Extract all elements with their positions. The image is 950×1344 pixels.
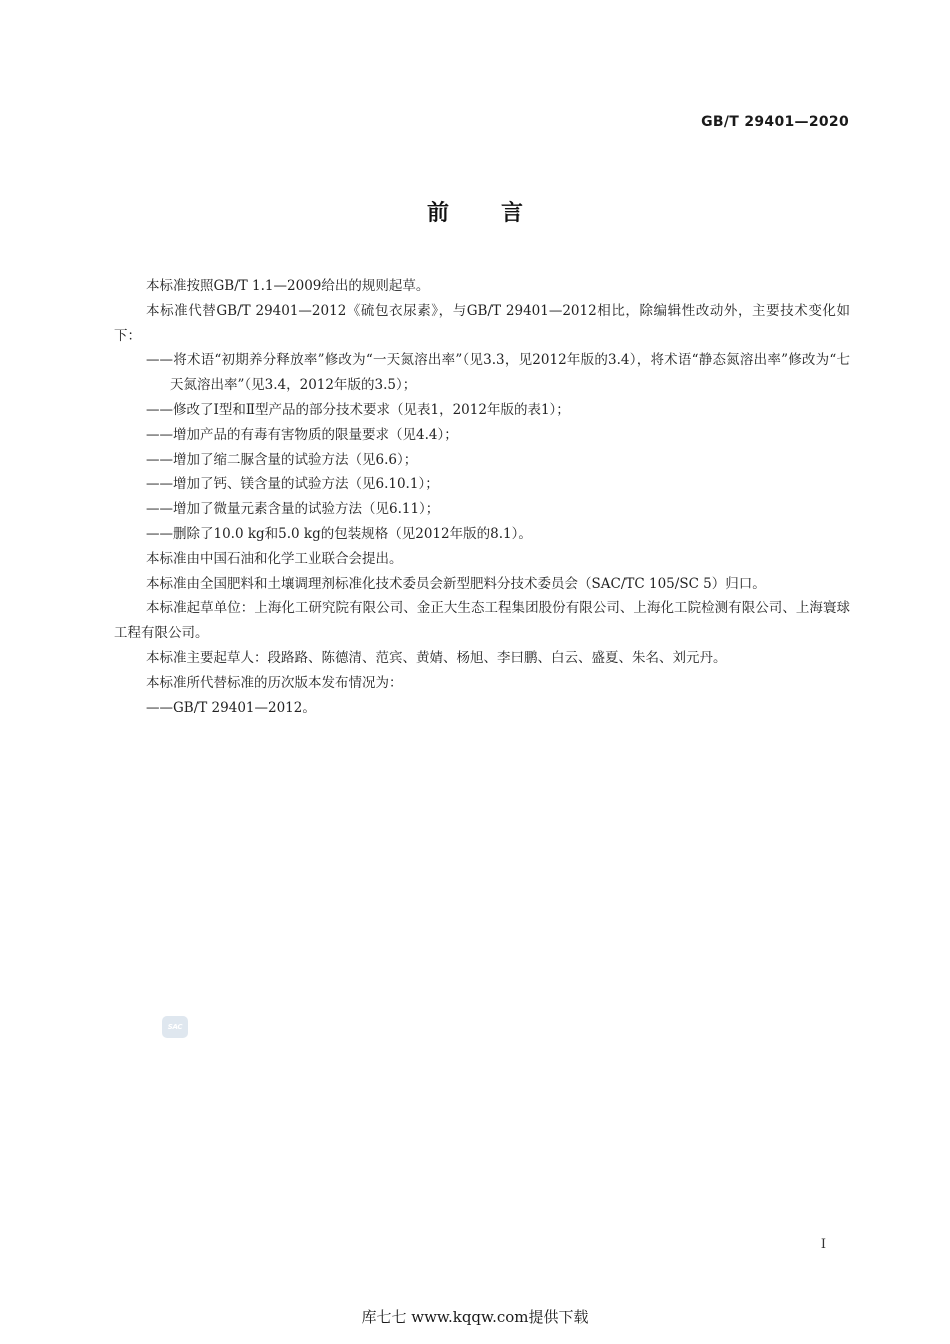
history-item: ——GB/T 29401—2012。 <box>146 699 316 716</box>
change-item: ——修改了Ⅰ型和Ⅱ型产品的部分技术要求（见表1，2012年版的表1）； <box>146 401 570 418</box>
paragraph-drafting-units: 本标准起草单位：上海化工研究院有限公司、金正大生态工程集团股份有限公司、上海化工院检测有限公司、上海寰球工程有限公司。 <box>114 600 850 642</box>
paragraph-drafting-rules: 本标准按照GB/T 1.1—2009给出的规则起草。 <box>146 278 430 294</box>
download-footer: 库七七 www.kqqw.com提供下载 <box>361 1308 589 1326</box>
paragraph-proposer: 本标准由中国石油和化学工业联合会提出。 <box>146 550 403 567</box>
change-item: ——删除了10.0 kg和5.0 kg的包装规格（见2012年版的8.1）。 <box>146 525 532 542</box>
change-item: ——增加产品的有毒有害物质的限量要求（见4.4）； <box>146 426 458 443</box>
paragraph-history-intro: 本标准所代替标准的历次版本发布情况为： <box>146 674 403 691</box>
page-number: I <box>820 1237 826 1252</box>
paragraph-technical-committee: 本标准由全国肥料和土壤调理剂标准化技术委员会新型肥料分技术委员会（SAC/TC 105/SC 5）归口。 <box>146 575 766 592</box>
sac-logo: SAC <box>162 1016 188 1038</box>
paragraph-replacement: 本标准代替GB/T 29401—2012《硫包衣尿素》，与GB/T 29401—2012相比，除编辑性改动外，主要技术变化如下： <box>114 302 850 344</box>
standard-code: GB/T 29401—2020 <box>701 114 849 130</box>
change-item: ——增加了钙、镁含量的试验方法（见6.10.1）； <box>146 476 439 493</box>
change-item: ——增加了微量元素含量的试验方法（见6.11）； <box>146 501 440 518</box>
change-item: ——增加了缩二脲含量的试验方法（见6.6）； <box>146 451 418 468</box>
paragraph-drafters: 本标准主要起草人：段路路、陈德清、范宾、黄婧、杨旭、李曰鹏、白云、盛夏、朱名、刘元丹。 <box>146 649 727 666</box>
foreword-body <box>114 274 850 720</box>
page-title: 前言 <box>426 201 575 226</box>
change-item: ——将术语“初期养分释放率”修改为“一天氮溶出率”（见3.3，见2012年版的3.4），将术语“静态氮溶出率”修改为“七天氮溶出率”（见3.4，2012年版的3.5）； <box>146 352 850 394</box>
